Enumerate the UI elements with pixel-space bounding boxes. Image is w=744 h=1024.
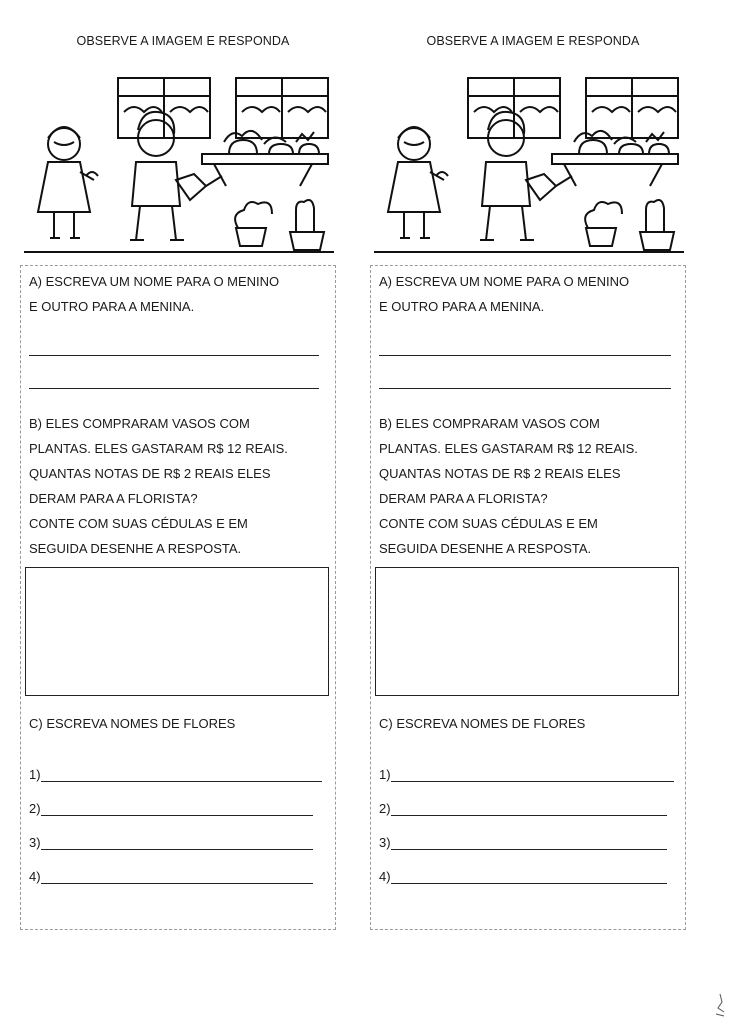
item-number: 4) (29, 869, 41, 884)
question-b-text: B) ELES COMPRARAM VASOS COM PLANTAS. ELES GASTARAM R$ 12 REAIS. QUANTAS NOTAS DE R$ 2 REAIS ELES DERAM PARA A FLORISTA? CONTE COM SUAS CÉDULAS E EM SEGUIDA DESENHE A RESPOSTA. (379, 416, 638, 556)
worksheet-column-left (18, 0, 348, 1024)
drawing-answer-box[interactable] (25, 567, 329, 696)
list-item[interactable] (29, 801, 313, 816)
answer-line[interactable] (391, 769, 674, 782)
answer-line[interactable] (29, 388, 319, 389)
answer-line[interactable] (391, 837, 667, 850)
item-number: 3) (379, 835, 391, 850)
children-watering-plants-illustration-icon (374, 72, 684, 258)
item-number: 1) (379, 767, 391, 782)
answer-line[interactable] (379, 355, 671, 356)
item-number: 2) (379, 801, 391, 816)
answer-line[interactable] (391, 871, 667, 884)
list-item[interactable] (379, 801, 667, 816)
item-number: 3) (29, 835, 41, 850)
question-c-text: C) ESCREVA NOMES DE FLORES (379, 716, 586, 731)
answer-line[interactable] (41, 769, 322, 782)
worksheet-column-right (368, 0, 698, 1024)
question-a-text: A) ESCREVA UM NOME PARA O MENINO E OUTRO PARA A MENINA. (29, 274, 280, 314)
page-title: OBSERVE A IMAGEM E RESPONDA (426, 34, 640, 48)
question-a-text: A) ESCREVA UM NOME PARA O MENINO E OUTRO PARA A MENINA. (379, 274, 630, 314)
question-b-text: B) ELES COMPRARAM VASOS COM PLANTAS. ELES GASTARAM R$ 12 REAIS. QUANTAS NOTAS DE R$ 2 REAIS ELES DERAM PARA A FLORISTA? CONTE COM SUAS CÉDULAS E EM SEGUIDA DESENHE A RESPOSTA. (29, 416, 288, 556)
item-number: 1) (29, 767, 41, 782)
list-item[interactable] (379, 767, 674, 782)
list-item[interactable] (29, 767, 322, 782)
children-watering-plants-illustration-icon (24, 72, 334, 258)
answer-line[interactable] (41, 837, 313, 850)
list-item[interactable] (29, 869, 313, 884)
answer-line[interactable] (379, 388, 671, 389)
list-item[interactable] (379, 835, 667, 850)
question-c-text: C) ESCREVA NOMES DE FLORES (29, 716, 236, 731)
questions-card (20, 265, 336, 930)
answer-line[interactable] (391, 803, 667, 816)
answer-line[interactable] (41, 871, 313, 884)
questions-card (370, 265, 686, 930)
item-number: 4) (379, 869, 391, 884)
list-item[interactable] (379, 869, 667, 884)
page-title: OBSERVE A IMAGEM E RESPONDA (76, 34, 290, 48)
answer-line[interactable] (41, 803, 313, 816)
scan-mark-icon (710, 992, 730, 1018)
item-number: 2) (29, 801, 41, 816)
answer-line[interactable] (29, 355, 319, 356)
drawing-answer-box[interactable] (375, 567, 679, 696)
list-item[interactable] (29, 835, 313, 850)
